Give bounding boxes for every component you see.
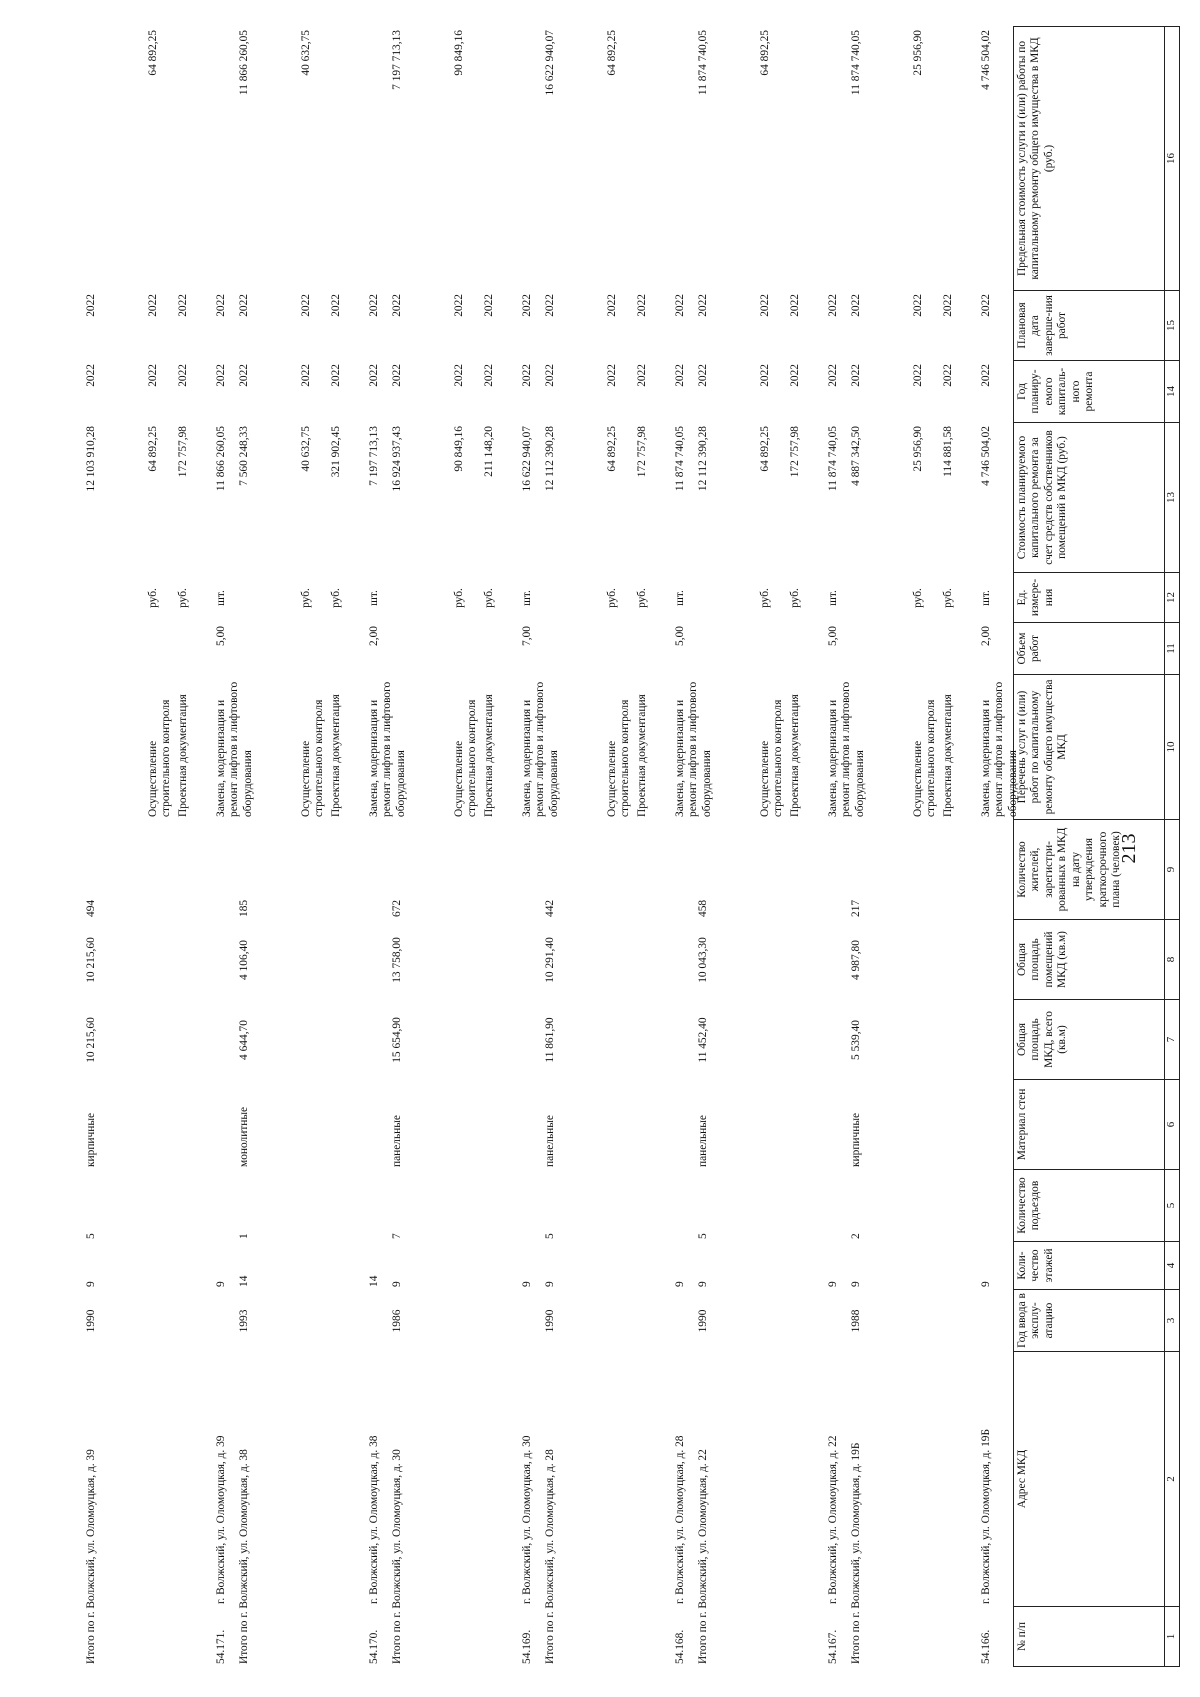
work-end: 2022 bbox=[942, 294, 954, 317]
work-cost: 64 892,25 bbox=[606, 426, 618, 472]
column-number-3: 3 bbox=[1165, 1290, 1180, 1352]
total-limit: 16 622 940,07 bbox=[544, 30, 556, 96]
work-year: 2022 bbox=[606, 364, 618, 387]
column-number-16: 16 bbox=[1165, 27, 1180, 291]
record-number: 54.169. bbox=[521, 1629, 533, 1664]
total-floors: 14 bbox=[238, 1275, 250, 1287]
work-year: 2022 bbox=[789, 364, 801, 387]
column-header-11: Объем работ bbox=[1014, 623, 1165, 675]
total-year: 2022 bbox=[391, 364, 403, 387]
total-entrances: 2 bbox=[850, 1233, 862, 1239]
total-residents: 217 bbox=[850, 899, 862, 917]
total-floors: 9 bbox=[850, 1281, 862, 1287]
total-area-rooms: 4 987,80 bbox=[850, 940, 862, 980]
column-number-9: 9 bbox=[1165, 820, 1180, 920]
total-entrances: 5 bbox=[544, 1233, 556, 1239]
column-number-1: 1 bbox=[1165, 1607, 1180, 1667]
total-limit: 11 874 740,05 bbox=[697, 30, 709, 96]
column-number-14: 14 bbox=[1165, 361, 1180, 423]
work-name: Замена, модернизация и ремонт лифтов и лифтового оборудования bbox=[980, 681, 1019, 817]
total-residents: 442 bbox=[544, 899, 556, 917]
record-floors: 14 bbox=[368, 1275, 380, 1287]
total-limit: 7 197 713,13 bbox=[391, 30, 403, 90]
column-number-4: 4 bbox=[1165, 1242, 1180, 1290]
work-unit: шт. bbox=[521, 590, 533, 606]
work-cost: 11 874 740,05 bbox=[827, 426, 839, 492]
total-cost: 12 103 910,28 bbox=[85, 426, 97, 492]
record-floors: 9 bbox=[521, 1281, 533, 1287]
work-name: Замена, модернизация и ремонт лифтов и лифтового оборудования bbox=[368, 681, 407, 817]
work-year: 2022 bbox=[330, 364, 342, 387]
total-floors: 9 bbox=[391, 1281, 403, 1287]
total-year-built: 1990 bbox=[85, 1309, 97, 1333]
total-residents: 494 bbox=[85, 899, 97, 917]
column-number-8: 8 bbox=[1165, 920, 1180, 1000]
total-end: 2022 bbox=[697, 294, 709, 317]
total-walls: панельные bbox=[697, 1115, 709, 1167]
column-header-3: Год ввода в эксплу-атацию bbox=[1014, 1290, 1165, 1352]
total-end: 2022 bbox=[850, 294, 862, 317]
column-header-12: Ед. измере-ния bbox=[1014, 573, 1165, 623]
total-walls: кирпичные bbox=[85, 1112, 97, 1167]
work-cost: 172 757,98 bbox=[177, 426, 189, 478]
work-name: Осуществление строительного контроля bbox=[453, 699, 479, 817]
record-floors: 9 bbox=[674, 1281, 686, 1287]
work-year: 2022 bbox=[942, 364, 954, 387]
total-year-built: 1990 bbox=[697, 1309, 709, 1333]
work-year: 2022 bbox=[827, 364, 839, 387]
work-volume: 5,00 bbox=[674, 626, 686, 646]
column-header-9: Количество жителей, зарегистри-рованных в МКД на дату утверждения краткосрочного плана (человек) bbox=[1014, 820, 1165, 920]
column-header-2: Адрес МКД bbox=[1014, 1352, 1165, 1607]
record-address: г. Волжский, ул. Оломоуцкая, д. 22 bbox=[827, 1435, 839, 1604]
work-name: Проектная документация bbox=[789, 694, 801, 817]
record-number: 54.171. bbox=[215, 1629, 227, 1664]
total-floors: 9 bbox=[544, 1281, 556, 1287]
work-end: 2022 bbox=[453, 294, 465, 317]
total-cost: 12 112 390,28 bbox=[544, 426, 556, 492]
column-number-6: 6 bbox=[1165, 1080, 1180, 1170]
total-end: 2022 bbox=[85, 294, 97, 317]
column-header-6: Материал стен bbox=[1014, 1080, 1165, 1170]
column-number-13: 13 bbox=[1165, 423, 1180, 573]
record-address: г. Волжский, ул. Оломоуцкая, д. 19Б bbox=[980, 1428, 992, 1604]
total-label: Итого по г. Волжский, ул. Оломоуцкая, д. 38 bbox=[238, 1449, 250, 1664]
record-floors: 9 bbox=[980, 1281, 992, 1287]
record-0 bbox=[838, 27, 1019, 1667]
total-label: Итого по г. Волжский, ул. Оломоуцкая, д. 39 bbox=[85, 1449, 97, 1664]
record-address: г. Волжский, ул. Оломоуцкая, д. 30 bbox=[521, 1435, 533, 1604]
work-end: 2022 bbox=[674, 294, 686, 317]
total-area: 4 644,70 bbox=[238, 1020, 250, 1060]
total-residents: 185 bbox=[238, 899, 250, 917]
record-address: г. Волжский, ул. Оломоуцкая, д. 39 bbox=[215, 1435, 227, 1604]
record-number: 54.167. bbox=[827, 1629, 839, 1664]
total-year: 2022 bbox=[697, 364, 709, 387]
work-year: 2022 bbox=[453, 364, 465, 387]
total-area-rooms: 10 043,30 bbox=[697, 937, 709, 983]
column-header-13: Стоимость планируемого капитального ремонта за счет средств собственников помещений в МКД (руб.) bbox=[1014, 423, 1165, 573]
work-cost: 7 197 713,13 bbox=[368, 426, 380, 486]
total-area: 10 215,60 bbox=[85, 1017, 97, 1063]
work-limit: 90 849,16 bbox=[453, 30, 465, 76]
total-year-built: 1988 bbox=[850, 1309, 862, 1333]
column-header-7: Общая площадь МКД, всего (кв.м) bbox=[1014, 1000, 1165, 1080]
work-name: Проектная документация bbox=[177, 694, 189, 817]
total-label: Итого по г. Волжский, ул. Оломоуцкая, д. 30 bbox=[391, 1449, 403, 1664]
work-unit: шт. bbox=[827, 590, 839, 606]
work-cost: 114 881,58 bbox=[942, 426, 954, 477]
total-year: 2022 bbox=[85, 364, 97, 387]
record-floors: 9 bbox=[215, 1281, 227, 1287]
work-year: 2022 bbox=[300, 364, 312, 387]
record-floors: 9 bbox=[827, 1281, 839, 1287]
work-cost: 4 746 504,02 bbox=[980, 426, 992, 486]
column-number-15: 15 bbox=[1165, 291, 1180, 361]
column-number-row bbox=[1165, 27, 1180, 1667]
total-limit: 11 866 260,05 bbox=[238, 30, 250, 96]
work-year: 2022 bbox=[177, 364, 189, 387]
work-name: Проектная документация bbox=[483, 694, 495, 817]
total-end: 2022 bbox=[238, 294, 250, 317]
work-year: 2022 bbox=[674, 364, 686, 387]
work-end: 2022 bbox=[912, 294, 924, 317]
work-name: Замена, модернизация и ремонт лифтов и лифтового оборудования bbox=[521, 681, 560, 817]
work-name: Проектная документация bbox=[636, 694, 648, 817]
work-limit: 40 632,75 bbox=[300, 30, 312, 76]
work-year: 2022 bbox=[521, 364, 533, 387]
total-entrances: 5 bbox=[85, 1233, 97, 1239]
work-name: Осуществление строительного контроля bbox=[759, 699, 785, 817]
work-end: 2022 bbox=[759, 294, 771, 317]
work-name: Замена, модернизация и ремонт лифтов и лифтового оборудования bbox=[827, 681, 866, 817]
total-walls: панельные bbox=[391, 1115, 403, 1167]
total-entrances: 1 bbox=[238, 1233, 250, 1239]
work-name: Замена, модернизация и ремонт лифтов и лифтового оборудования bbox=[674, 681, 713, 817]
work-unit: шт. bbox=[215, 590, 227, 606]
total-walls: панельные bbox=[544, 1115, 556, 1167]
total-floors: 9 bbox=[85, 1281, 97, 1287]
total-walls: кирпичные bbox=[850, 1112, 862, 1167]
column-number-12: 12 bbox=[1165, 573, 1180, 623]
work-unit: руб. bbox=[177, 588, 189, 608]
total-label: Итого по г. Волжский, ул. Оломоуцкая, д. 28 bbox=[544, 1449, 556, 1664]
column-header-5: Количество подъездов bbox=[1014, 1170, 1165, 1242]
record-address: г. Волжский, ул. Оломоуцкая, д. 28 bbox=[674, 1435, 686, 1604]
total-cost: 7 560 248,33 bbox=[238, 426, 250, 486]
total-cost: 12 112 390,28 bbox=[697, 426, 709, 492]
record-number: 54.166. bbox=[980, 1629, 992, 1664]
work-year: 2022 bbox=[912, 364, 924, 387]
total-year: 2022 bbox=[238, 364, 250, 387]
total-area: 15 654,90 bbox=[391, 1017, 403, 1063]
work-name: Осуществление строительного контроля bbox=[300, 699, 326, 817]
work-unit: руб. bbox=[912, 588, 924, 608]
work-name: Осуществление строительного контроля bbox=[147, 699, 173, 817]
work-end: 2022 bbox=[368, 294, 380, 317]
work-end: 2022 bbox=[789, 294, 801, 317]
work-unit: руб. bbox=[942, 588, 954, 608]
total-cost: 4 887 342,50 bbox=[850, 426, 862, 486]
total-label: Итого по г. Волжский, ул. Оломоуцкая, д. 22 bbox=[697, 1449, 709, 1664]
work-year: 2022 bbox=[759, 364, 771, 387]
total-area: 5 539,40 bbox=[850, 1020, 862, 1060]
work-cost: 40 632,75 bbox=[300, 426, 312, 472]
total-area-rooms: 4 106,40 bbox=[238, 940, 250, 980]
total-area: 11 452,40 bbox=[697, 1017, 709, 1063]
work-cost: 172 757,98 bbox=[636, 426, 648, 478]
work-unit: руб. bbox=[606, 588, 618, 608]
work-unit: шт. bbox=[980, 590, 992, 606]
work-end: 2022 bbox=[606, 294, 618, 317]
work-volume: 7,00 bbox=[521, 626, 533, 646]
record-number: 54.168. bbox=[674, 1629, 686, 1664]
work-limit: 64 892,25 bbox=[759, 30, 771, 76]
work-limit: 64 892,25 bbox=[147, 30, 159, 76]
total-year-built: 1993 bbox=[238, 1309, 250, 1333]
work-name: Проектная документация bbox=[942, 694, 954, 817]
total-area-rooms: 13 758,00 bbox=[391, 937, 403, 983]
work-cost: 64 892,25 bbox=[759, 426, 771, 472]
work-unit: шт. bbox=[674, 590, 686, 606]
work-limit: 25 956,90 bbox=[912, 30, 924, 76]
column-header-10: Перечень услуг и (или) работ по капитальному ремонту общего имущества МКД bbox=[1014, 675, 1165, 820]
work-end: 2022 bbox=[827, 294, 839, 317]
column-number-7: 7 bbox=[1165, 1000, 1180, 1080]
work-cost: 321 902,45 bbox=[330, 426, 342, 478]
work-cost: 211 148,20 bbox=[483, 426, 495, 477]
work-volume: 2,00 bbox=[980, 626, 992, 646]
work-unit: руб. bbox=[636, 588, 648, 608]
total-residents: 672 bbox=[391, 899, 403, 917]
work-cost: 11 866 260,05 bbox=[215, 426, 227, 492]
total-end: 2022 bbox=[544, 294, 556, 317]
work-name: Осуществление строительного контроля bbox=[912, 699, 938, 817]
work-end: 2022 bbox=[636, 294, 648, 317]
work-unit: руб. bbox=[330, 588, 342, 608]
total-cost: 16 924 937,43 bbox=[391, 426, 403, 492]
total-area: 11 861,90 bbox=[544, 1017, 556, 1063]
total-area-rooms: 10 215,60 bbox=[85, 937, 97, 983]
work-unit: руб. bbox=[147, 588, 159, 608]
work-unit: руб. bbox=[759, 588, 771, 608]
column-number-10: 10 bbox=[1165, 675, 1180, 820]
work-unit: руб. bbox=[789, 588, 801, 608]
work-cost: 16 622 940,07 bbox=[521, 426, 533, 492]
work-name: Проектная документация bbox=[330, 694, 342, 817]
work-limit: 64 892,25 bbox=[606, 30, 618, 76]
work-cost: 25 956,90 bbox=[912, 426, 924, 472]
work-volume: 2,00 bbox=[368, 626, 380, 646]
work-name: Замена, модернизация и ремонт лифтов и лифтового оборудования bbox=[215, 681, 254, 817]
work-unit: руб. bbox=[453, 588, 465, 608]
header-row bbox=[1014, 27, 1165, 1667]
work-end: 2022 bbox=[483, 294, 495, 317]
work-volume: 5,00 bbox=[215, 626, 227, 646]
work-year: 2022 bbox=[483, 364, 495, 387]
total-walls: монолитные bbox=[238, 1106, 250, 1167]
work-end: 2022 bbox=[980, 294, 992, 317]
column-header-4: Коли-чество этажей bbox=[1014, 1242, 1165, 1290]
column-header-8: Общая площадь помещений МКД (кв.м) bbox=[1014, 920, 1165, 1000]
work-cost: 64 892,25 bbox=[147, 426, 159, 472]
work-end: 2022 bbox=[215, 294, 227, 317]
total-label: Итого по г. Волжский, ул. Оломоуцкая, д. 19Б bbox=[850, 1442, 862, 1664]
work-year: 2022 bbox=[980, 364, 992, 387]
column-number-2: 2 bbox=[1165, 1352, 1180, 1607]
work-unit: руб. bbox=[300, 588, 312, 608]
work-end: 2022 bbox=[177, 294, 189, 317]
record-address: г. Волжский, ул. Оломоуцкая, д. 38 bbox=[368, 1435, 380, 1604]
work-year: 2022 bbox=[368, 364, 380, 387]
work-year: 2022 bbox=[147, 364, 159, 387]
work-cost: 90 849,16 bbox=[453, 426, 465, 472]
work-unit: руб. bbox=[483, 588, 495, 608]
column-header-16: Предельная стоимость услуги и (или) работы по капитальному ремонту общего имущества в МКД (руб.) bbox=[1014, 27, 1165, 291]
total-year-built: 1990 bbox=[544, 1309, 556, 1333]
work-unit: шт. bbox=[368, 590, 380, 606]
page-number: 213 bbox=[1118, 833, 1140, 864]
work-limit: 4 746 504,02 bbox=[980, 30, 992, 90]
work-year: 2022 bbox=[636, 364, 648, 387]
total-end: 2022 bbox=[391, 294, 403, 317]
total-year-built: 1986 bbox=[391, 1309, 403, 1333]
work-year: 2022 bbox=[215, 364, 227, 387]
column-header-1: № п/п bbox=[1014, 1607, 1165, 1667]
total-year: 2022 bbox=[850, 364, 862, 387]
column-number-11: 11 bbox=[1165, 623, 1180, 675]
work-cost: 172 757,98 bbox=[789, 426, 801, 478]
total-entrances: 5 bbox=[697, 1233, 709, 1239]
total-floors: 9 bbox=[697, 1281, 709, 1287]
work-cost: 11 874 740,05 bbox=[674, 426, 686, 492]
column-header-14: Год планиру-емого капиталь-ного ремонта bbox=[1014, 361, 1165, 423]
total-entrances: 7 bbox=[391, 1233, 403, 1239]
total-residents: 458 bbox=[697, 899, 709, 917]
work-end: 2022 bbox=[521, 294, 533, 317]
column-header-15: Плановая дата заверше-ния работ bbox=[1014, 291, 1165, 361]
work-name: Осуществление строительного контроля bbox=[606, 699, 632, 817]
column-number-5: 5 bbox=[1165, 1170, 1180, 1242]
work-end: 2022 bbox=[330, 294, 342, 317]
total-area-rooms: 10 291,40 bbox=[544, 937, 556, 983]
work-end: 2022 bbox=[300, 294, 312, 317]
record-number: 54.170. bbox=[368, 1629, 380, 1664]
total-limit: 11 874 740,05 bbox=[850, 30, 862, 96]
work-volume: 5,00 bbox=[827, 626, 839, 646]
work-end: 2022 bbox=[147, 294, 159, 317]
total-year: 2022 bbox=[544, 364, 556, 387]
capital-repair-table bbox=[1013, 26, 1180, 1667]
